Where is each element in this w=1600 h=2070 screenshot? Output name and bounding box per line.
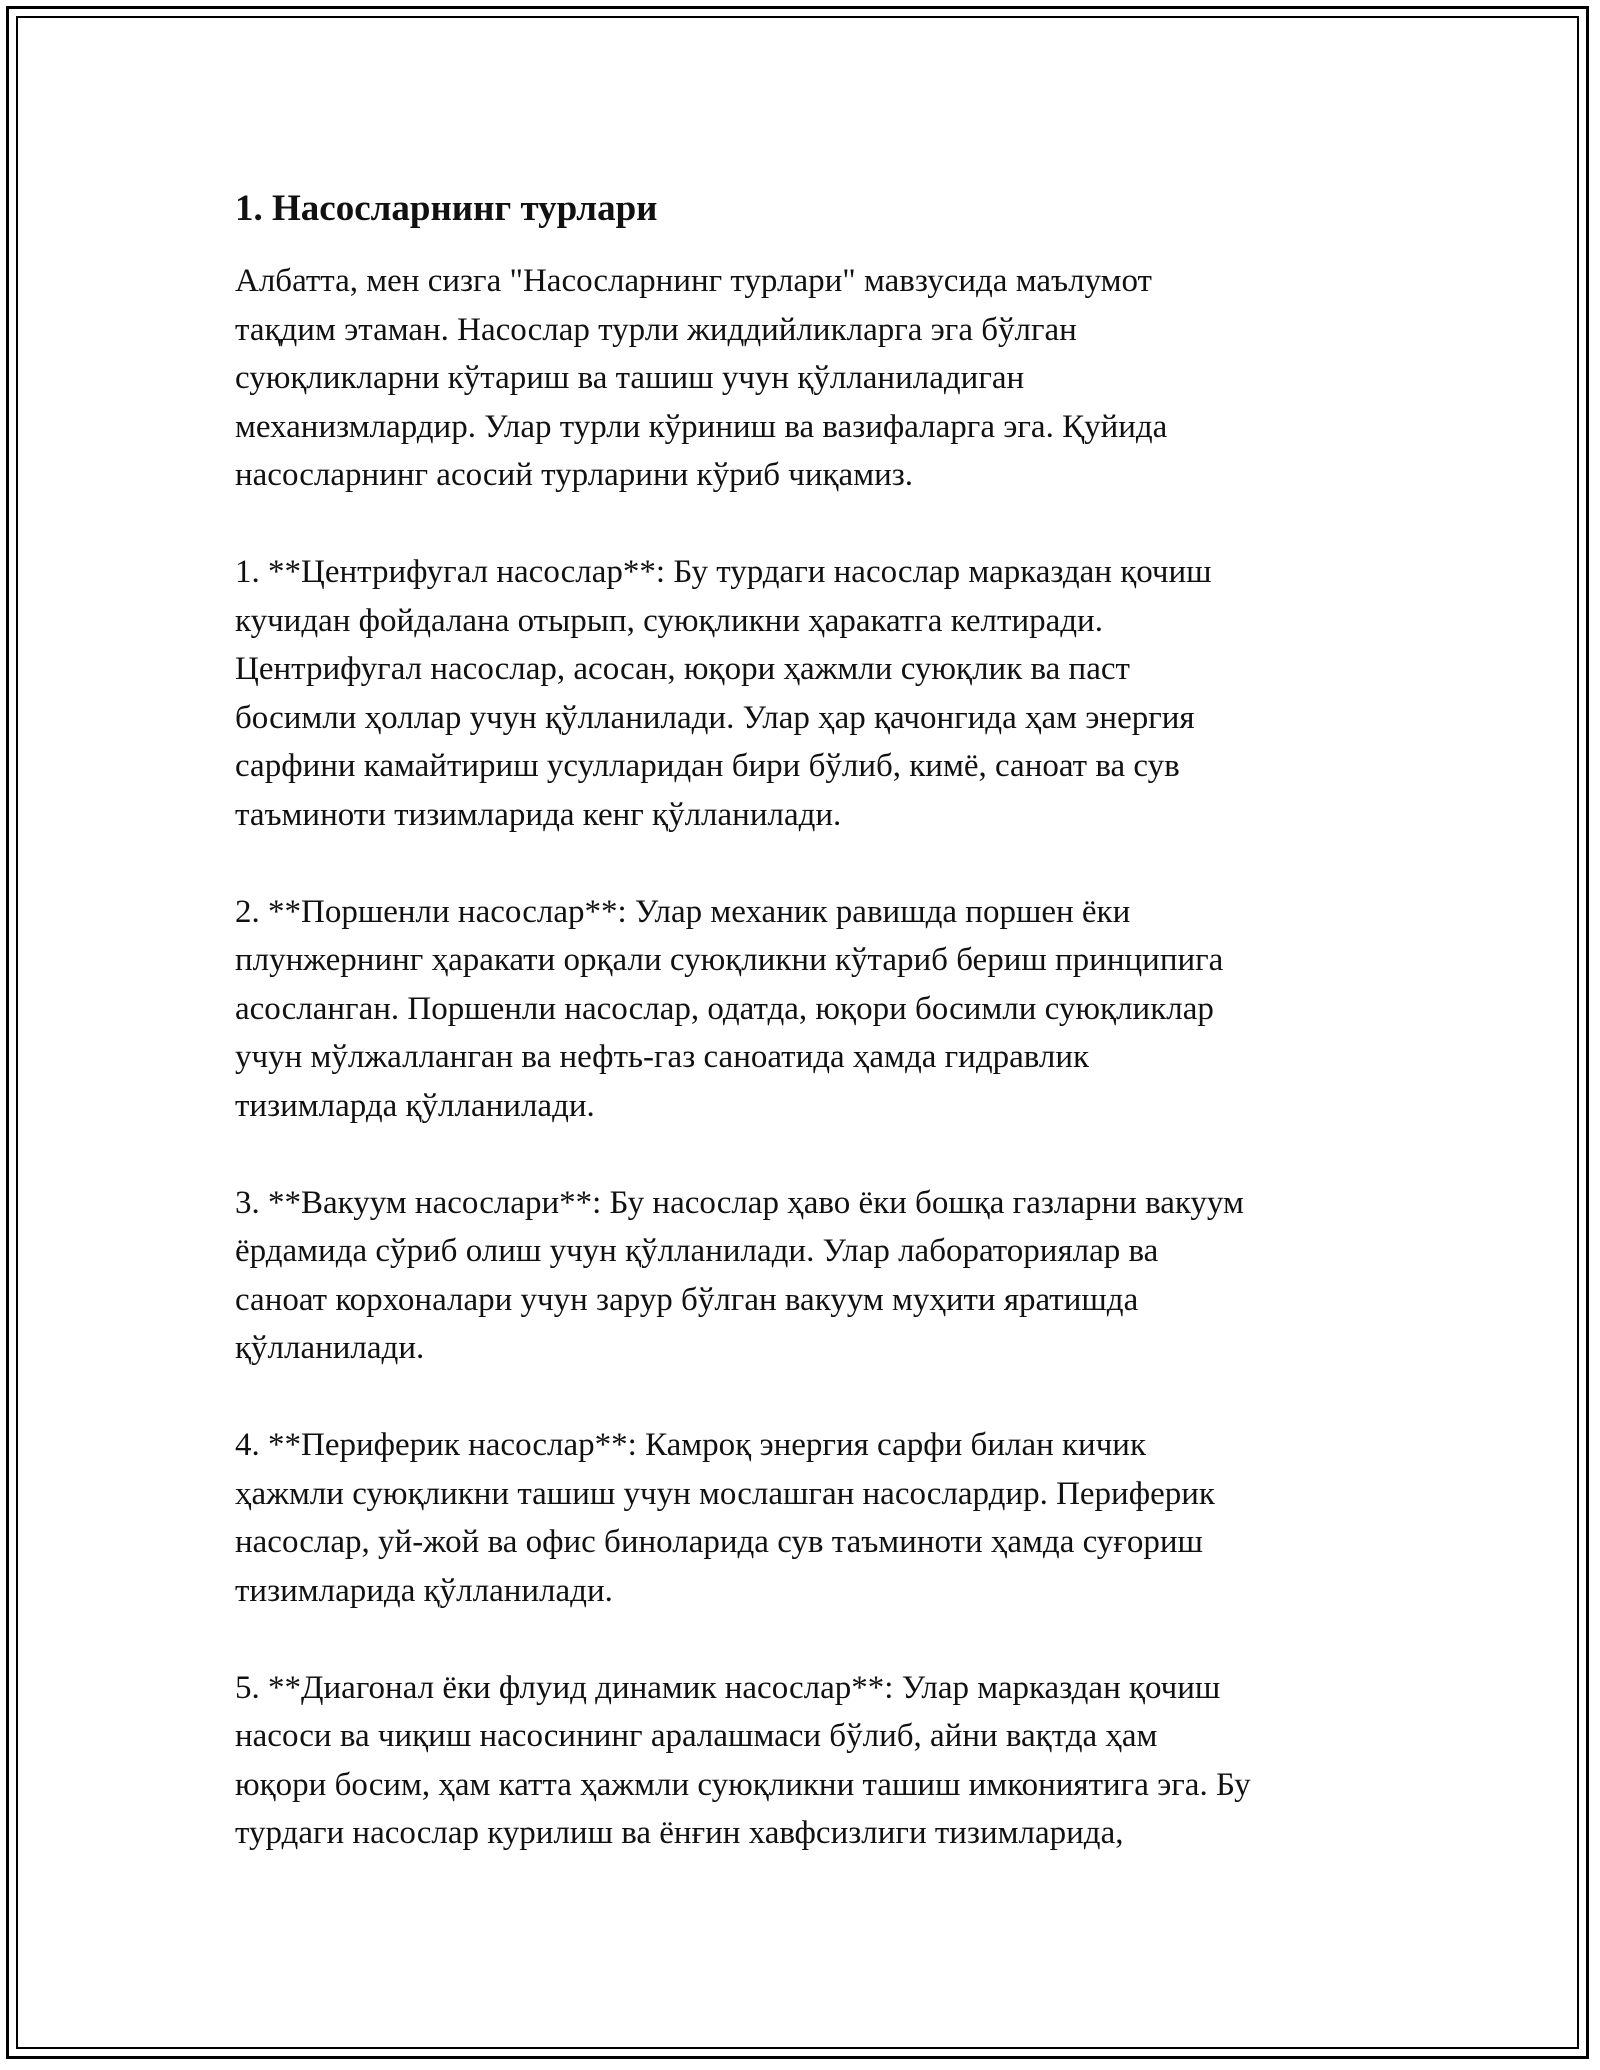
list-item-diagonal: 5. **Диагонал ёки флуид динамик насослар**: Улар марказдан қочиш насоси ва чиқиш насосининг аралашмаси бўлиб, айни вақтда ҳам юқори босим, ҳам катта ҳажмли суюқликни ташиш имкониятига эга. Бу турдаги насослар курилиш ва ёнғин хавфсизлиги тизимларида, [235, 1669, 1251, 1851]
list-item-peripheral: 4. **Периферик насослар**: Камроқ энергия сарфи билан кичик ҳажмли суюқликни ташиш учун мослашган насослардир. Периферик насослар, уй-жой ва офис биноларида сув таъминоти ҳамда суғориш тизимларида қўлланилади. [235, 1427, 1215, 1609]
intro-paragraph: Албатта, мен сизга "Насосларнинг турлари" мавзусида маълумот тақдим этаман. Насослар турли жиддийликларга эга бўлган суюқликларни кўтариш ва ташиш учун қўлланиладиган механизмлардир. Улар турли кўриниш ва вазифаларга эга. Қуйида насосларнинг асосий турларини кўриб чиқамиз. [235, 263, 1168, 493]
list-item-piston: 2. **Поршенли насослар**: Улар механик равишда поршен ёки плунжернинг ҳаракати орқали суюқликни кўтариб бериш принципига асосланган. Поршенли насослар, одатда, юқори босимли суюқликлар учун мўлжалланган ва нефть-газ саноатида ҳамда гидравлик тизимларда қўлланилади. [235, 893, 1224, 1124]
document-page [235, 185, 1375, 1906]
list-item-vacuum: 3. **Вакуум насослари**: Бу насослар ҳаво ёки бошқа газларни вакуум ёрдамида сўриб олиш учун қўлланилади. Улар лабораториялар ва саноат корхоналари учун зарур бўлган вакуум муҳити яратишда қўлланилади. [235, 1184, 1244, 1366]
document-title: 1. Насосларнинг турлари [235, 188, 658, 229]
list-item-centrifugal: 1. **Центрифугал насослар**: Бу турдаги насослар марказдан қочиш кучидан фойдалана отырып, суюқликни ҳаракатга келтиради. Центрифугал насослар, асосан, юқори ҳажмли суюқлик ва паст босимли ҳоллар учун қўлланилади. Улар ҳар қачонгида ҳам энергия сарфини камайтириш усулларидан бири бўлиб, кимё, саноат ва сув таъминоти тизимларида кенг қўлланилади. [235, 554, 1212, 833]
